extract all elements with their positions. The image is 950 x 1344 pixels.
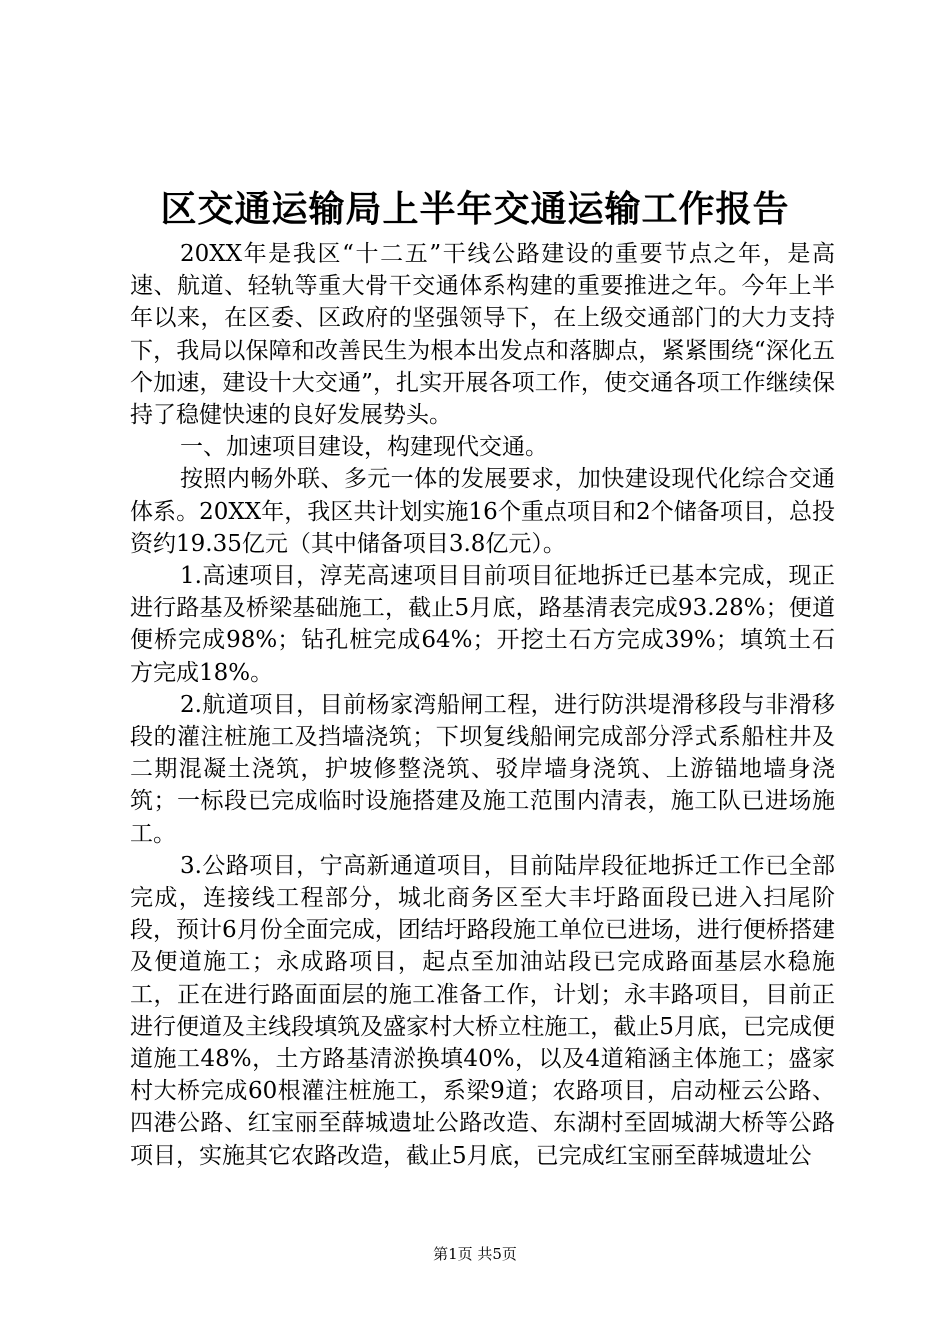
document-body — [130, 238, 835, 1172]
page-footer: 第1页 共5页 — [433, 1245, 517, 1263]
paragraph-highway: 1.高速项目，淳芜高速项目目前项目征地拆迁已基本完成，现正进行路基及桥梁基础施工，截止5月底，路基清表完成93.28%；便道便桥完成98%；钻孔桩完成64%；开挖土石方完成39%；填筑土石方完成18%。 — [130, 563, 835, 686]
paragraph-road: 3.公路项目，宁高新通道项目，目前陆岸段征地拆迁工作已全部完成，连接线工程部分，城北商务区至大丰圩路面段已进入扫尾阶段，预计6月份全面完成，团结圩路段施工单位已进场，进行便桥搭建及便道施工；永成路项目，起点至加油站段已完成路面基层水稳施工，正在进行路面面层的施工准备工作，计划；永丰路项目，目前正进行便道及主线段填筑及盛家村大桥立柱施工，截止5月底，已完成便道施工48%，土方路基清淤换填40%，以及4道箱涵主体施工；盛家村大桥完成60根灌注桩施工，系梁9道；农路项目，启动桠云公路、四港公路、红宝丽至薛城遗址公路改造、东湖村至固城湖大桥等公路项目，实施其它农路改造，截止5月底，已完成红宝丽至薛城遗址公 — [130, 852, 835, 1169]
document-title: 区交通运输局上半年交通运输工作报告 — [160, 188, 790, 230]
paragraph-overview: 按照内畅外联、多元一体的发展要求，加快建设现代化综合交通体系。20XX年，我区共计划实施16个重点项目和2个储备项目，总投资约19.35亿元（其中储备项目3.8亿元）。 — [130, 466, 835, 557]
paragraph-intro: 20XX年是我区“十二五”干线公路建设的重要节点之年，是高速、航道、轻轨等重大骨干交通体系构建的重要推进之年。今年上半年以来，在区委、区政府的坚强领导下，在上级交通部门的大力支持下，我局以保障和改善民生为根本出发点和落脚点，紧紧围绕“深化五个加速，建设十大交通”，扎实开展各项工作，使交通各项工作继续保持了稳健快速的良好发展势头。 — [130, 241, 835, 429]
section-heading: 一、加速项目建设，构建现代交通。 — [180, 434, 548, 461]
paragraph-waterway: 2.航道项目，目前杨家湾船闸工程，进行防洪堤滑移段与非滑移段的灌注桩施工及挡墙浇筑；下坝复线船闸完成部分浮式系船柱井及二期混凝土浇筑，护坡修整浇筑、驳岸墙身浇筑、上游锚地墙身浇筑；一标段已完成临时设施搭建及施工范围内清表，施工队已进场施工。 — [130, 691, 835, 847]
